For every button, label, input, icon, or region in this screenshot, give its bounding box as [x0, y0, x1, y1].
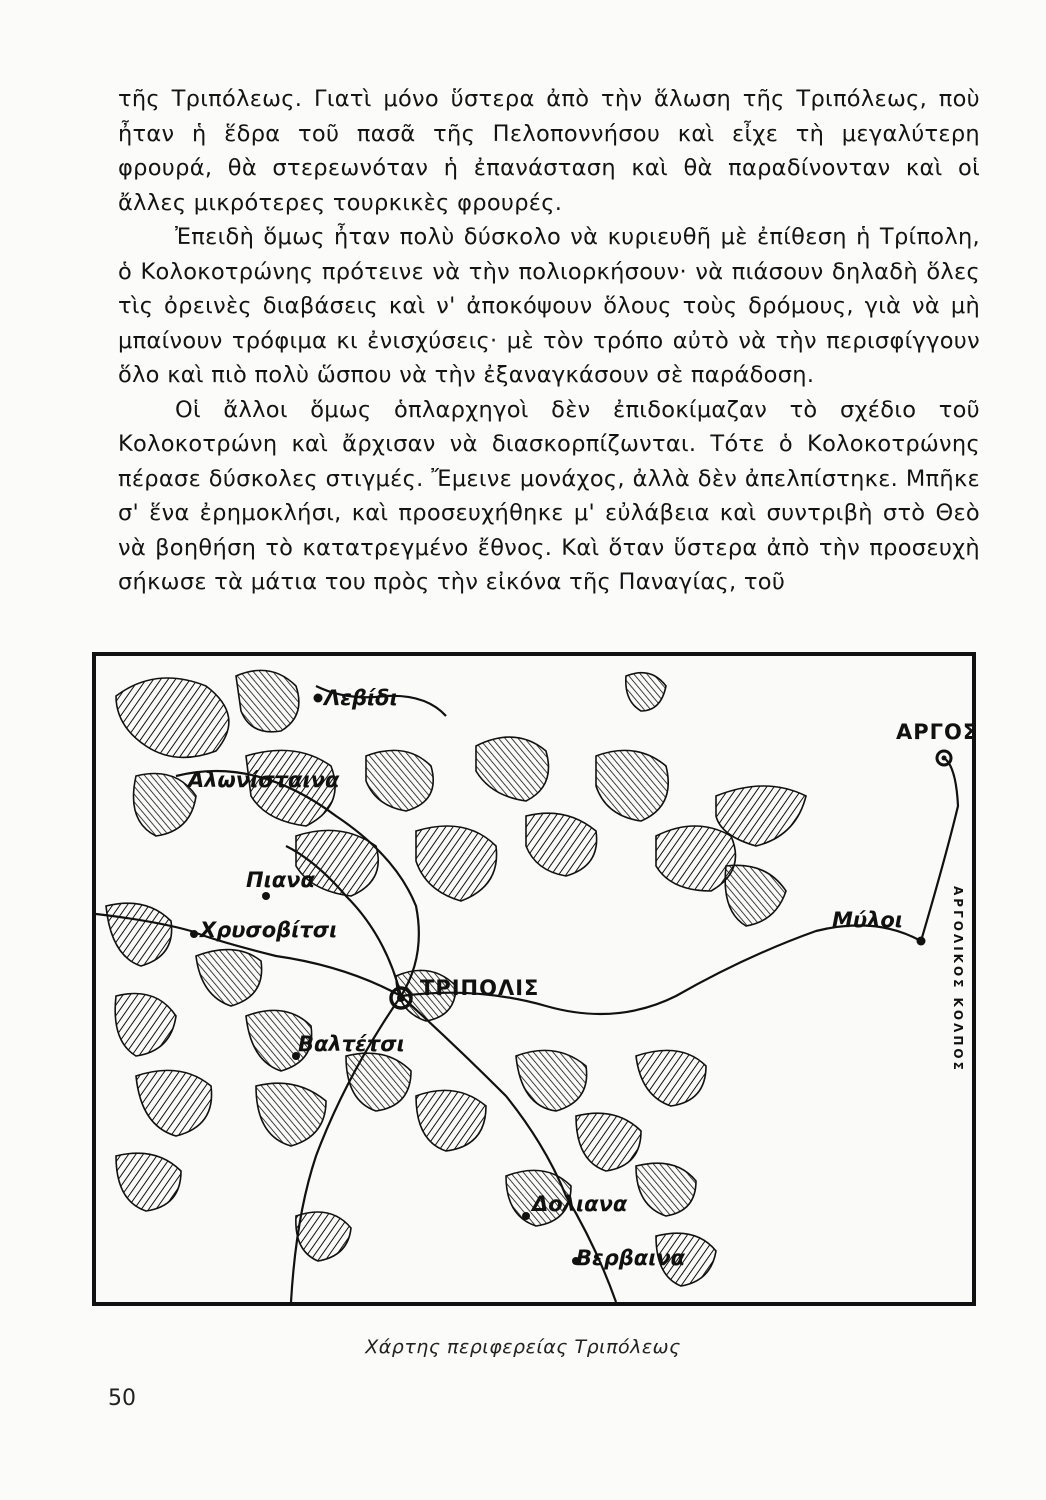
- label-levidi: Λεβίδι: [324, 686, 398, 710]
- label-piana: Πιανα: [246, 868, 315, 892]
- label-myloi: Μύλοι: [832, 908, 903, 932]
- label-argos: ΑΡΓΟΣ: [896, 720, 979, 744]
- label-chrysovitsi: Χρυσοβίτσι: [200, 918, 338, 942]
- paragraph-3: Οἱ ἄλλοι ὅμως ὁπλαρχηγοὶ δὲν ἐπιδοκίμαζαν τὸ σχέδιο τοῦ Κολοκοτρώνη καὶ ἄρχισαν νὰ διασκορπίζωνται. Τότε ὁ Κολοκοτρώνης πέρασε δύσκολες στιγμές. Ἔμεινε μονάχος, ἀλλὰ δὲν ἀπελπίστηκε. Μπῆκε σ' ἕνα ἐρημοκλήσι, καὶ προσευχήθηκε μ' εὐλάβεια καὶ συντριβὴ στὸ Θεὸ νὰ βοηθήση τὸ κατατρεγμένο ἔθνος. Καὶ ὅταν ὕστερα ἀπὸ τὴν προσευχὴ σήκωσε τὰ μάτια του πρὸς τὴν εἰκόνα τῆς Παναγίας, τοῦ: [118, 396, 980, 595]
- tripoli-region-map: [92, 652, 979, 1306]
- label-verbaina: Βερβαινα: [576, 1246, 686, 1270]
- label-argolic-gulf: ΑΡΓΟΛΙΚΟΣ ΚΟΛΠΟΣ: [951, 886, 965, 1073]
- label-alonistaina: Αλωνίσταινα: [188, 768, 340, 792]
- label-tripolis: ΤΡΙΠΟΛΙΣ: [420, 976, 540, 1000]
- page-number: 50: [108, 1386, 136, 1411]
- label-valtetsi: Βαλτέτσι: [298, 1032, 405, 1056]
- body-text: [118, 82, 980, 600]
- map-caption: Χάρτης περιφερείας Τριπόλεως: [365, 1336, 681, 1358]
- label-doliana: Δολιανα: [532, 1192, 628, 1216]
- paragraph-1: τῆς Τριπόλεως. Γιατὶ μόνο ὕστερα ἀπὸ τὴν ἅλωση τῆς Τριπόλεως, ποὺ ἦταν ἡ ἕδρα τοῦ πασᾶ τῆς Πελοποννήσου καὶ εἶχε τὴ μεγαλύτερη φρουρά, θὰ στερεωνόταν ἡ ἐπανάσταση καὶ θὰ παραδίνονταν καὶ οἱ ἄλλες μικρότερες τουρκικὲς φρουρές.: [118, 86, 980, 216]
- paragraph-2: Ἐπειδὴ ὅμως ἦταν πολὺ δύσκολο νὰ κυριευθῆ μὲ ἐπίθεση ἡ Τρίπολη, ὁ Κολοκοτρώνης πρότεινε νὰ τὴν πολιορκήσουν· νὰ πιάσουν δηλαδὴ ὅλες τὶς ὀρεινὲς διαβάσεις καὶ ν' ἀποκόψουν ὅλους τοὺς δρόμους, γιὰ νὰ μὴ μπαίνουν τρόφιμα κι ἐνισχύσεις· μὲ τὸν τρόπο αὐτὸ νὰ τὴν περισφίγγουν ὅλο καὶ πιὸ πολὺ ὥσπου νὰ τὴν ἐξαναγκάσουν σὲ παράδοση.: [118, 224, 980, 388]
